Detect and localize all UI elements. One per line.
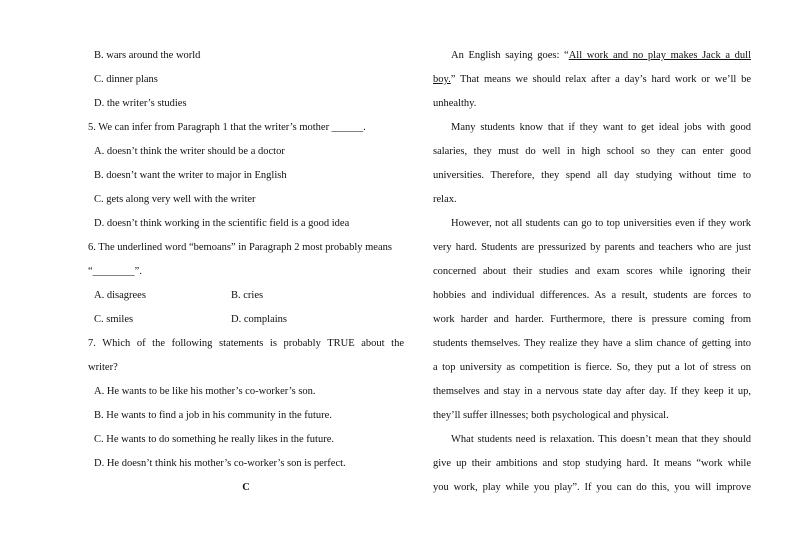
q5-option-b: B. doesn’t want the writer to major in English xyxy=(94,170,287,181)
p3-line9: they’ll suffer illnesses; both psychological and physical. xyxy=(433,410,669,421)
q7-option-d: D. He doesn’t think his mother’s co-worker’s son is perfect. xyxy=(94,458,346,469)
section-label: C xyxy=(242,482,250,493)
q6-option-d: D. complains xyxy=(231,314,287,325)
q5-option-a: A. doesn’t think the writer should be a doctor xyxy=(94,146,285,157)
q5-option-c: C. gets along very well with the writer xyxy=(94,194,256,205)
p1-line1-text: An English saying goes: “ xyxy=(451,50,569,61)
q6-options-row1 xyxy=(88,284,404,308)
q7-option-b: B. He wants to find a job in his community in the future. xyxy=(94,410,332,421)
p3-line7: a top university as competition is fierce. So, they put a lot of stress on xyxy=(433,362,751,373)
p3-line3: concerned about their studies and exam scores while ignoring their xyxy=(433,266,751,277)
p3-line5: work harder and harder. Furthermore, there is pressure coming from xyxy=(433,314,751,325)
q5-option-d: D. doesn’t think working in the scientific field is a good idea xyxy=(94,218,350,229)
p1-line1 xyxy=(433,44,751,68)
p3-line1: However, not all students can go to top universities even if they work xyxy=(451,218,751,229)
p1-line2-text: ” That means we should relax after a day’s hard work or we’ll be xyxy=(450,74,751,85)
q7-option-a: A. He wants to be like his mother’s co-worker’s son. xyxy=(94,386,316,397)
q7-option-c: C. He wants to do something he really likes in the future. xyxy=(94,434,334,445)
left-column xyxy=(88,44,404,500)
p1-line2 xyxy=(433,68,751,92)
q7-stem-line1: 7. Which of the following statements is probably TRUE about the xyxy=(88,338,404,349)
p3-line8: themselves and stay in a nervous state day after day. If they keep it up, xyxy=(433,386,751,397)
p2-line1: Many students know that if they want to get ideal jobs with good xyxy=(451,122,751,133)
underlined-saying-end: boy. xyxy=(433,74,451,85)
p3-line6: students themselves. They realize they have a slim chance of getting into xyxy=(433,338,751,349)
q5-stem: 5. We can infer from Paragraph 1 that the writer’s mother ______. xyxy=(88,122,366,133)
underlined-saying: All work and no play makes Jack a dull xyxy=(568,50,751,61)
p2-line2: salaries, they must do well in high school so they can enter good xyxy=(433,146,751,157)
q6-option-b: B. cries xyxy=(231,290,264,301)
p2-line4: relax. xyxy=(433,194,457,205)
q4-option-d: D. the writer’s studies xyxy=(94,98,187,109)
q4-option-b: B. wars around the world xyxy=(94,50,201,61)
q6-stem-line1: 6. The underlined word “bemoans” in Paragraph 2 most probably means xyxy=(88,242,392,253)
q6-option-c: C. smiles xyxy=(94,314,134,325)
p3-line4: hobbies and individual differences. As a result, students are forces to xyxy=(433,290,751,301)
passage-column xyxy=(433,44,751,500)
p4-line1: What students need is relaxation. This doesn’t mean that they should xyxy=(451,434,751,445)
q4-option-c: C. dinner plans xyxy=(94,74,158,85)
p1-line3: unhealthy. xyxy=(433,98,477,109)
p3-line2: very hard. Students are pressurized by parents and teachers who are just xyxy=(433,242,751,253)
p2-line3: universities. Therefore, they spend all day studying without time to xyxy=(433,170,751,181)
q6-option-a: A. disagrees xyxy=(94,290,146,301)
p4-line2: give up their ambitions and stop studying hard. It means “work while xyxy=(433,458,751,469)
q6-stem-line2: “________”. xyxy=(88,266,142,277)
q7-stem-line2: writer? xyxy=(88,362,118,373)
q6-options-row2 xyxy=(88,308,404,332)
p4-line3: you work, play while you play”. If you can do this, you will improve xyxy=(433,482,751,493)
